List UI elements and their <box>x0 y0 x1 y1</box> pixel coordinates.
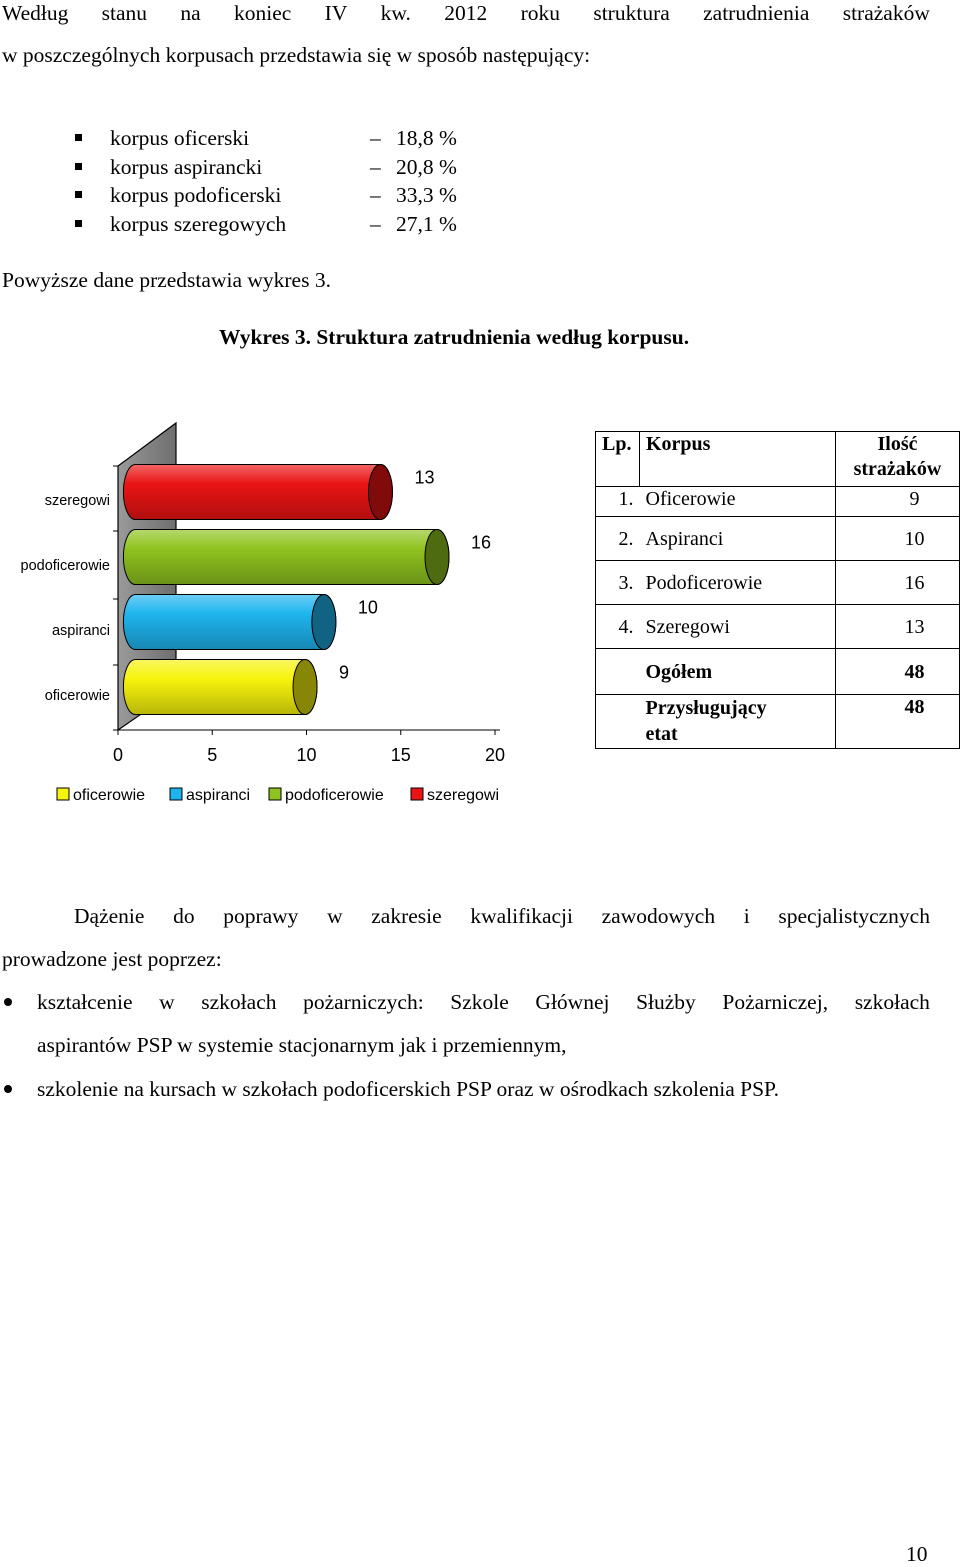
intro-word: zatrudnienia <box>703 1 810 25</box>
etat-value: 48 <box>836 695 960 749</box>
bar-cap-oficerowie <box>293 660 317 715</box>
korpus-value: 18,8 % <box>396 126 457 150</box>
bullet-word: Szkole <box>450 990 509 1014</box>
y-tick-label: oficerowie <box>44 688 110 704</box>
bullet-word: Głównej <box>535 990 610 1014</box>
intro-line-2: w poszczególnych korpusach przedstawia się w sposób następujący: <box>2 43 591 67</box>
korpus-label: korpus oficerski <box>110 126 250 150</box>
intro-word: stanu <box>101 1 148 25</box>
cell-lp: 2. <box>596 517 640 561</box>
y-axis <box>21 466 118 730</box>
korpus-value: 33,3 % <box>396 183 457 207</box>
table-row <box>596 561 960 605</box>
cell-ilosc: 9 <box>836 487 960 517</box>
legend-label: oficerowie <box>73 787 146 804</box>
chart-legend <box>57 787 499 804</box>
korpus-dash: – <box>370 212 381 236</box>
korpus-label: korpus podoficerski <box>110 183 282 207</box>
cell-ilosc: 13 <box>836 605 960 649</box>
bullet-word: szkołach <box>854 990 930 1014</box>
bullet-word: Pożarniczej, <box>722 990 829 1014</box>
x-tick-label: 15 <box>390 745 411 765</box>
bar-cap-aspiranci <box>312 595 336 650</box>
table-etat-row <box>596 695 960 749</box>
legend-swatch <box>57 788 69 800</box>
bullet-word: kształcenie <box>37 990 133 1014</box>
cell-ilosc: 10 <box>836 517 960 561</box>
bar-oficerowie <box>123 660 317 715</box>
para2-line-1 <box>74 903 930 929</box>
legend-label: aspiranci <box>186 787 251 804</box>
round-bullet-icon <box>4 998 12 1006</box>
intro-word: roku <box>520 1 561 25</box>
total-value: 48 <box>836 649 960 695</box>
para2-word: do <box>173 904 195 928</box>
cell-korpus: Podoficerowie <box>640 561 836 605</box>
y-tick-label: aspiranci <box>51 623 110 639</box>
x-tick-label: 10 <box>296 745 317 765</box>
bullet-word: Służby <box>636 990 696 1014</box>
intro-word: kw. <box>380 1 411 25</box>
bar-aspiranci <box>123 595 335 650</box>
intro-word: 2012 <box>444 1 488 25</box>
para2-word: i <box>743 904 750 928</box>
x-tick-label: 20 <box>484 745 506 765</box>
table-header-row <box>596 432 960 487</box>
table-row <box>596 605 960 649</box>
header-korpus: Korpus <box>640 432 836 487</box>
square-bullet-icon <box>75 134 82 141</box>
cell-lp: 4. <box>596 605 640 649</box>
bar-podoficerowie <box>123 530 449 585</box>
cell-korpus: Oficerowie <box>640 487 836 517</box>
bar-cap-szeregowi <box>368 465 392 520</box>
table-row <box>596 487 960 517</box>
bullet-2-line-1: szkolenie na kursach w szkołach podoficerskich PSP oraz w ośrodkach szkolenia PSP. <box>37 1077 779 1101</box>
cell-empty <box>596 649 640 695</box>
page-number: 10 <box>906 1542 928 1566</box>
intro-word: koniec <box>234 1 292 25</box>
korpus-table <box>595 431 960 749</box>
bar-cap-podoficerowie <box>425 530 449 585</box>
table-row <box>596 517 960 561</box>
bullet-word: pożarniczych: <box>303 990 424 1014</box>
para2-word: zawodowych <box>601 904 716 928</box>
powyzsze-text: Powyższe dane przedstawia wykres 3. <box>2 268 331 292</box>
round-bullet-icon <box>4 1085 12 1093</box>
legend-label: podoficerowie <box>285 787 384 804</box>
korpus-dash: – <box>370 126 381 150</box>
para2-word: zakresie <box>371 904 442 928</box>
para2-word: w <box>327 904 343 928</box>
bullet-1-line-1 <box>37 989 930 1015</box>
legend-swatch <box>411 788 423 800</box>
para2-word: Dążenie <box>74 904 145 928</box>
cell-lp: 1. <box>596 487 640 517</box>
square-bullet-icon <box>75 220 82 227</box>
value-label: 9 <box>339 662 350 683</box>
cell-ilosc: 16 <box>836 561 960 605</box>
para2-word: poprawy <box>223 904 299 928</box>
header-lp: Lp. <box>596 432 640 487</box>
korpus-dash: – <box>370 155 381 179</box>
value-label: 13 <box>414 467 435 488</box>
x-ticks-group <box>113 730 505 765</box>
intro-word: IV <box>324 1 348 25</box>
x-tick-label: 5 <box>207 745 218 765</box>
bullet-word: w <box>159 990 175 1014</box>
legend-swatch <box>170 788 182 800</box>
intro-word: struktura <box>593 1 670 25</box>
korpus-value: 20,8 % <box>396 155 457 179</box>
bullet-word: szkołach <box>201 990 277 1014</box>
value-label: 10 <box>357 597 378 618</box>
para2-word: specjalistycznych <box>778 904 930 928</box>
cell-empty <box>596 695 640 749</box>
etat-label: Przysługujący etat <box>640 695 836 749</box>
figure-caption: Wykres 3. Struktura zatrudnienia według korpusu. <box>219 325 690 349</box>
korpus-dash: – <box>370 183 381 207</box>
y-tick-label: podoficerowie <box>20 558 110 574</box>
bullet-1-line-2: aspirantów PSP w systemie stacjonarnym jak i przemiennym, <box>37 1033 567 1057</box>
bar-chart <box>0 415 590 815</box>
header-ilosc: Ilość strażaków <box>836 432 960 487</box>
value-label: 16 <box>471 532 492 553</box>
bar-szeregowi <box>123 465 392 520</box>
y-tick-label: szeregowi <box>44 493 110 509</box>
square-bullet-icon <box>75 191 82 198</box>
legend-swatch <box>269 788 281 800</box>
para2-line-2: prowadzone jest poprzez: <box>2 947 222 971</box>
cell-korpus: Szeregowi <box>640 605 836 649</box>
intro-word: strażaków <box>842 1 930 25</box>
square-bullet-icon <box>75 163 82 170</box>
table-total-row <box>596 649 960 695</box>
cell-lp: 3. <box>596 561 640 605</box>
cell-korpus: Aspiranci <box>640 517 836 561</box>
korpus-label: korpus szeregowych <box>110 212 287 236</box>
x-tick-label: 0 <box>112 745 124 765</box>
para2-word: kwalifikacji <box>470 904 573 928</box>
intro-word: na <box>180 1 201 25</box>
intro-line-1 <box>2 0 930 26</box>
legend-label: szeregowi <box>427 787 500 804</box>
korpus-value: 27,1 % <box>396 212 457 236</box>
total-label: Ogółem <box>640 649 836 695</box>
korpus-label: korpus aspirancki <box>110 155 263 179</box>
intro-word: Według <box>2 1 69 25</box>
